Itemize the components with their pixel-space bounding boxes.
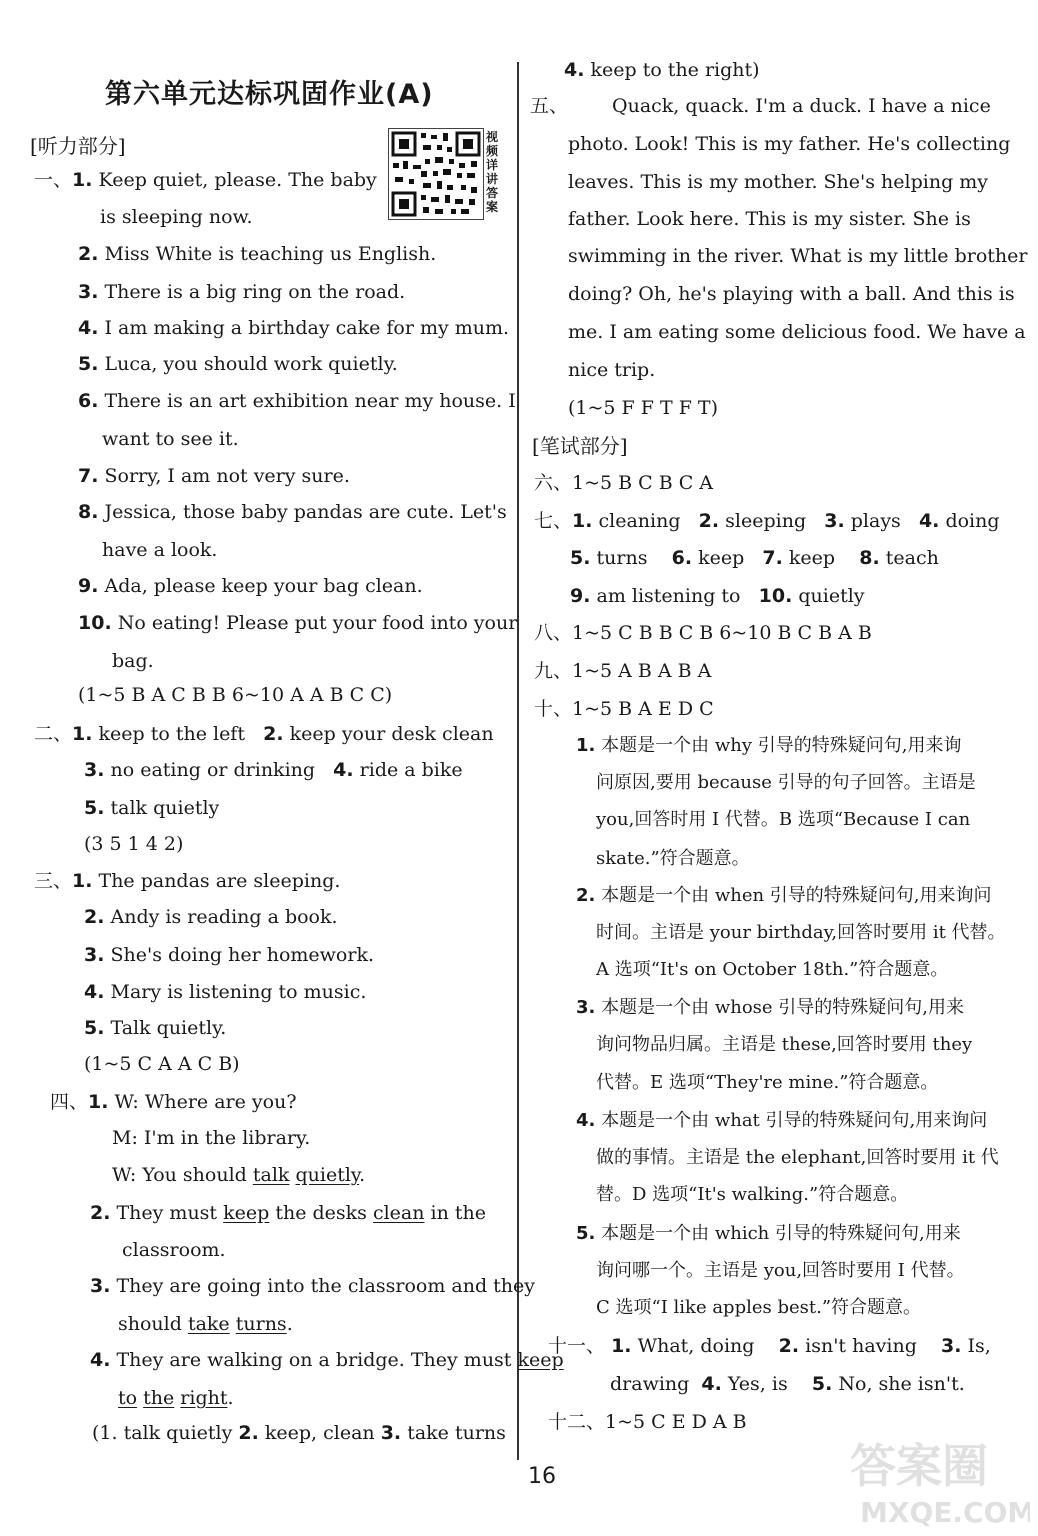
section-9: 九、1~5 A B A B A xyxy=(534,660,712,682)
section-3-item-1: 三、1. The pandas are sleeping. xyxy=(34,870,341,892)
section-1-item-1-cont: is sleeping now. xyxy=(100,206,253,228)
section-4-item-1-line-3: W: You should talk quietly. xyxy=(112,1164,366,1186)
section-1-item-10-cont: bag. xyxy=(112,650,154,672)
section-5-head: 五、 xyxy=(530,95,569,117)
section-1-item-1: 一、1. Keep quiet, please. The baby xyxy=(34,169,377,191)
section-5-line-2: photo. Look! This is my father. He's collecting xyxy=(568,133,1011,155)
section-10-note-5-l2: 询问哪一个。主语是 you,回答时要用 I 代替。 xyxy=(596,1260,965,1281)
section-5-line-7: me. I am eating some delicious food. We have a xyxy=(568,321,1026,343)
watermark-text-url: MXQE.COM xyxy=(860,1496,1030,1529)
section-1-item-10: 10. No eating! Please put your food into your xyxy=(78,612,518,634)
section-7-row-2: 5. turns 6. keep 7. keep 8. teach xyxy=(570,547,939,569)
section-10-note-4: 4. 本题是一个由 what 引导的特殊疑问句,用来询问 xyxy=(576,1110,988,1131)
section-4-item-3-cont: should take turns. xyxy=(118,1313,293,1335)
section-5-line-6: doing? Oh, he's playing with a ball. And this is xyxy=(568,283,1015,305)
section-10-note-1-l4: skate.”符合题意。 xyxy=(596,848,750,869)
section-10-note-2-l2: 时间。主语是 your birthday,回答时要用 it 代替。 xyxy=(596,922,1006,943)
section-10-note-5: 5. 本题是一个由 which 引导的特殊疑问句,用来 xyxy=(576,1223,961,1244)
watermark-logo xyxy=(840,1430,1030,1530)
section-2-row-1: 二、1. keep to the left 2. keep your desk clean xyxy=(34,723,494,745)
section-4-answer: (1. talk quietly 2. keep, clean 3. take turns xyxy=(92,1422,506,1444)
page-title: 第六单元达标巩固作业(A) xyxy=(105,79,434,110)
section-10-note-4-l3: 替。D 选项“It's walking.”符合题意。 xyxy=(596,1184,909,1205)
section-11-row-2: drawing 4. Yes, is 5. No, she isn't. xyxy=(610,1373,965,1395)
section-3-item-3: 3. She's doing her homework. xyxy=(84,944,375,966)
section-4-item-1: 四、1. W: Where are you? xyxy=(50,1091,297,1113)
watermark-text-cn: 答案圈 xyxy=(850,1439,988,1493)
column-divider xyxy=(517,62,519,1460)
qr-code-icon xyxy=(388,128,484,220)
writing-header: [笔试部分] xyxy=(532,434,628,458)
section-10-note-3: 3. 本题是一个由 whose 引导的特殊疑问句,用来 xyxy=(576,997,964,1018)
section-10-note-3-l3: 代替。E 选项“They're mine.”符合题意。 xyxy=(596,1072,939,1093)
section-8: 八、1~5 C B B C B 6~10 B C B A B xyxy=(534,622,872,644)
section-3-item-5: 5. Talk quietly. xyxy=(84,1017,227,1039)
section-10-note-2: 2. 本题是一个由 when 引导的特殊疑问句,用来询问 xyxy=(576,885,992,906)
section-10-note-1-l3: you,回答时用 I 代替。B 选项“Because I can xyxy=(596,809,971,830)
section-1-item-7: 7. Sorry, I am not very sure. xyxy=(78,465,350,487)
section-10: 十、1~5 B A E D C xyxy=(534,698,714,720)
section-4-item-2-cont: classroom. xyxy=(122,1239,226,1261)
section-1-item-5: 5. Luca, you should work quietly. xyxy=(78,353,398,375)
section-1-item-6-cont: want to see it. xyxy=(102,428,239,450)
section-4-item-1-line-2: M: I'm in the library. xyxy=(112,1127,311,1149)
page-number: 16 xyxy=(528,1464,556,1489)
section-5-line-3: leaves. This is my mother. She's helping my xyxy=(568,171,989,193)
section-1-item-8: 8. Jessica, those baby pandas are cute. Let's xyxy=(78,501,507,523)
section-1-item-2: 2. Miss White is teaching us English. xyxy=(78,243,437,265)
section-10-note-4-l2: 做的事情。主语是 the elephant,回答时要用 it 代 xyxy=(596,1147,999,1168)
section-5-answer: (1~5 F F T F T) xyxy=(568,397,719,419)
section-6: 六、1~5 B C B C A xyxy=(534,472,714,494)
section-2-row-2: 3. no eating or drinking 4. ride a bike xyxy=(84,759,463,781)
section-4-item-3: 3. They are going into the classroom and they xyxy=(90,1275,536,1297)
section-3-item-2: 2. Andy is reading a book. xyxy=(84,906,338,928)
section-1-item-9: 9. Ada, please keep your bag clean. xyxy=(78,575,423,597)
section-12: 十二、1~5 C E D A B xyxy=(548,1411,747,1433)
section-10-note-3-l2: 询问物品归属。主语是 these,回答时要用 they xyxy=(596,1034,973,1055)
section-7-row-3: 9. am listening to 10. quietly xyxy=(570,585,865,607)
section-5-line-4: father. Look here. This is my sister. She is xyxy=(568,208,971,230)
section-1-item-8-cont: have a look. xyxy=(102,539,218,561)
section-2-row-3: 5. talk quietly xyxy=(84,797,220,819)
section-4-item-4: 4. They are walking on a bridge. They must keep xyxy=(90,1349,564,1371)
section-4-item-2: 2. They must keep the desks clean in the xyxy=(90,1202,486,1224)
section-10-note-2-l3: A 选项“It's on October 18th.”符合题意。 xyxy=(596,959,949,980)
section-10-note-5-l3: C 选项“I like apples best.”符合题意。 xyxy=(596,1297,922,1318)
section-11-row-1: 十一、 1. What, doing 2. isn't having 3. Is, xyxy=(548,1335,991,1357)
section-2-answer: (3 5 1 4 2) xyxy=(84,833,184,855)
section-3-answer: (1~5 C A A C B) xyxy=(84,1053,240,1075)
section-10-note-1-l2: 问原因,要用 because 引导的句子回答。主语是 xyxy=(596,772,976,793)
section-1-item-6: 6. There is an art exhibition near my house. I xyxy=(78,390,516,412)
section-1-answer: (1~5 B A C B B 6~10 A A B C C) xyxy=(78,684,393,706)
section-5-line-8: nice trip. xyxy=(568,359,656,381)
section-4-item-4-cont: to the right. xyxy=(118,1387,234,1409)
section-7-row-1: 七、1. cleaning 2. sleeping 3. plays 4. doing xyxy=(534,510,1000,532)
section-1-head: 一、 xyxy=(34,169,73,191)
section-4-answer-cont: 4. keep to the right) xyxy=(564,59,760,81)
qr-label: 视频详讲答案 xyxy=(486,130,499,214)
section-1-item-4: 4. I am making a birthday cake for my mum. xyxy=(78,317,510,339)
section-10-note-1: 1. 本题是一个由 why 引导的特殊疑问句,用来询 xyxy=(576,735,962,756)
section-5-line-1: Quack, quack. I'm a duck. I have a nice xyxy=(612,95,991,117)
section-3-item-4: 4. Mary is listening to music. xyxy=(84,981,367,1003)
listening-header: [听力部分] xyxy=(30,134,126,158)
section-1-item-3: 3. There is a big ring on the road. xyxy=(78,281,406,303)
section-5-line-5: swimming in the river. What is my little brother xyxy=(568,245,1028,267)
